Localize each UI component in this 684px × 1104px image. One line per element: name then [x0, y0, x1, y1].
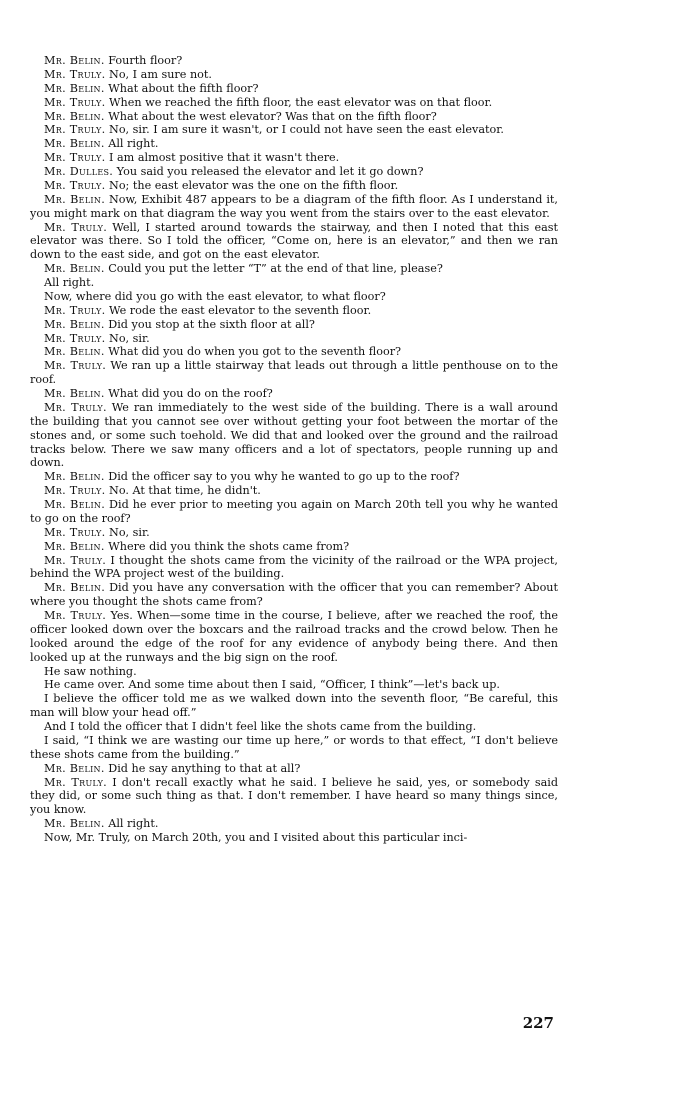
speaker-label: Mr. Belin.	[44, 137, 105, 151]
paragraph-text: What about the fifth floor?	[108, 81, 259, 95]
paragraph-text: Where did you think the shots came from?	[108, 539, 350, 553]
paragraph-text: All right.	[108, 137, 159, 151]
paragraph-text: No, I am sure not.	[109, 67, 212, 81]
speaker-label: Mr. Truly.	[44, 303, 106, 317]
speaker-label: Mr. Belin.	[44, 470, 105, 484]
paragraph-text: When we reached the fifth floor, the east elevator was on that floor.	[109, 95, 493, 109]
paragraph-text: Now, where did you go with the east elevator, to what floor?	[44, 289, 386, 303]
paragraph-text: I believe the officer told me as we walked down into the seventh floor, “Be careful, this man will blow your head off.”	[30, 692, 558, 720]
speaker-label: Mr. Truly.	[44, 331, 106, 345]
paragraph-text: I don't recall exactly what he said. I believe he said, yes, or somebody said they did, or some such thing as that. I don't remember. I have heard so many things since, you know.	[30, 775, 558, 817]
testimony-paragraph	[30, 123, 558, 137]
speaker-label: Mr. Truly.	[44, 553, 107, 567]
testimony-paragraph	[30, 387, 558, 401]
testimony-paragraph	[30, 678, 558, 692]
paragraph-text: No, sir.	[109, 525, 150, 539]
testimony-paragraph	[30, 68, 558, 82]
testimony-paragraph	[30, 137, 558, 151]
speaker-label: Mr. Truly.	[44, 95, 106, 109]
testimony-paragraph	[30, 665, 558, 679]
testimony-paragraph	[30, 609, 558, 665]
testimony-paragraph	[30, 470, 558, 484]
speaker-label: Mr. Truly.	[44, 123, 106, 137]
testimony-paragraph	[30, 540, 558, 554]
paragraph-text: Did you have any conversation with the officer that you can remember? About where you thought the shots came from?	[30, 581, 559, 609]
speaker-label: Mr. Truly.	[44, 609, 107, 622]
paragraph-text: What about the west elevator? Was that on the fifth floor?	[108, 109, 437, 123]
paragraph-text: No. At that time, he didn't.	[109, 484, 261, 498]
paragraph-text: All right.	[108, 817, 159, 831]
testimony-paragraph	[30, 720, 558, 734]
paragraph-text: No, sir.	[109, 331, 150, 345]
paragraph-text: Did he ever prior to meeting you again on March 20th tell you why he wanted to go on the roof?	[30, 498, 558, 525]
paragraph-text: We rode the east elevator to the seventh floor.	[109, 303, 372, 317]
speaker-label: Mr. Belin.	[44, 761, 105, 775]
speaker-label: Mr. Belin.	[44, 817, 105, 831]
speaker-label: Mr. Belin.	[44, 262, 105, 276]
paragraph-text: I thought the shots came from the vicinity of the railroad or the WPA project, behind the WPA project west of the building.	[30, 553, 558, 581]
testimony-paragraph	[30, 776, 558, 818]
speaker-label: Mr. Dulles.	[44, 165, 114, 178]
testimony-paragraph	[30, 54, 558, 68]
paragraph-text: You said you released the elevator and let it go down?	[116, 165, 424, 178]
speaker-label: Mr. Truly.	[44, 220, 108, 234]
testimony-paragraph	[30, 484, 558, 498]
speaker-label: Mr. Truly.	[44, 178, 106, 192]
testimony-paragraph	[30, 345, 558, 359]
testimony-paragraph	[30, 332, 558, 346]
testimony-paragraph	[30, 96, 558, 110]
speaker-label: Mr. Truly.	[44, 359, 107, 373]
testimony-paragraph	[30, 581, 558, 609]
speaker-label: Mr. Belin.	[44, 387, 105, 400]
testimony-paragraph	[30, 762, 558, 776]
paragraph-text: Now, Mr. Truly, on March 20th, you and I visited about this particular inci-	[44, 831, 468, 844]
speaker-label: Mr. Belin.	[44, 581, 106, 595]
testimony-paragraph	[30, 304, 558, 318]
paragraph-text: Fourth floor?	[108, 54, 183, 67]
page-number: 227	[522, 1014, 554, 1032]
paragraph-text: Did you stop at the sixth floor at all?	[108, 317, 315, 331]
speaker-label: Mr. Belin.	[44, 498, 106, 511]
testimony-paragraph	[30, 831, 558, 845]
testimony-paragraph	[30, 165, 558, 179]
testimony-paragraph	[30, 817, 558, 831]
document-body	[30, 54, 558, 845]
testimony-paragraph	[30, 82, 558, 96]
speaker-label: Mr. Belin.	[44, 54, 105, 67]
paragraph-text: What did you do when you got to the seventh floor?	[108, 345, 402, 359]
paragraph-text: All right.	[44, 276, 95, 289]
speaker-label: Mr. Belin.	[44, 109, 105, 123]
paragraph-text: Did he say anything to that at all?	[108, 761, 301, 775]
testimony-paragraph	[30, 151, 558, 165]
testimony-paragraph	[30, 401, 558, 470]
speaker-label: Mr. Belin.	[44, 192, 106, 206]
paragraph-text: Now, Exhibit 487 appears to be a diagram of the fifth floor. As I understand it, you might mark on that diagram the way you went from the stairs over to the east elevator.	[30, 192, 558, 220]
speaker-label: Mr. Truly.	[44, 400, 107, 414]
testimony-paragraph	[30, 276, 558, 290]
speaker-label: Mr. Belin.	[44, 317, 105, 331]
paragraph-text: Could you put the letter “T” at the end of that line, please?	[108, 262, 443, 276]
speaker-label: Mr. Truly.	[44, 484, 106, 498]
testimony-paragraph	[30, 359, 558, 387]
paragraph-text: Well, I started around towards the stairway, and then I noted that this east elevator was there. So I told the officer, “Come on, here is an elevator,” and then we ran down to the east side, and got on the east elevator.	[30, 220, 558, 262]
speaker-label: Mr. Belin.	[44, 81, 105, 95]
paragraph-text: Did the officer say to you why he wanted to go up to the roof?	[108, 470, 460, 484]
testimony-paragraph	[30, 692, 558, 720]
paragraph-text: No; the east elevator was the one on the fifth floor.	[109, 178, 399, 192]
testimony-paragraph	[30, 110, 558, 124]
testimony-paragraph	[30, 734, 558, 762]
speaker-label: Mr. Belin.	[44, 539, 105, 553]
paragraph-text: What did you do on the roof?	[108, 387, 273, 400]
testimony-paragraph	[30, 290, 558, 304]
speaker-label: Mr. Truly.	[44, 151, 106, 165]
paragraph-text: He came over. And some time about then I said, “Officer, I think”—let's back up.	[44, 678, 500, 692]
speaker-label: Mr. Belin.	[44, 345, 105, 359]
testimony-paragraph	[30, 262, 558, 276]
paragraph-text: We ran up a little stairway that leads out through a little penthouse on to the roof.	[30, 359, 558, 387]
paragraph-text: Yes. When—some time in the course, I believe, after we reached the roof, the officer looked down over the boxcars and the railroad tracks and the crowd below. Then he looked around the edge of the roof for any evidence of anybody being there. And then looked up at the runways and the big sign on the roof.	[30, 609, 559, 664]
speaker-label: Mr. Truly.	[44, 67, 106, 81]
paragraph-text: He saw nothing.	[44, 664, 137, 678]
testimony-paragraph	[30, 179, 558, 193]
paragraph-text: We ran immediately to the west side of the building. There is a wall around the building that you cannot see over without getting your foot between the mortar of the stones and, or some such toehold. We did that and looked over the ground and the railroad tracks below. There we saw many officers and a lot of spectators, people running up and down.	[30, 400, 558, 470]
paragraph-text: And I told the officer that I didn't feel like the shots came from the building.	[44, 720, 477, 733]
paragraph-text: I am almost positive that it wasn't there.	[109, 151, 340, 165]
testimony-paragraph	[30, 526, 558, 540]
testimony-paragraph	[30, 554, 558, 582]
paragraph-text: I said, “I think we are wasting our time up here,” or words to that effect, “I don't believe these shots came from the building.”	[30, 733, 558, 761]
testimony-paragraph	[30, 221, 558, 263]
testimony-paragraph	[30, 193, 558, 221]
speaker-label: Mr. Truly.	[44, 525, 106, 539]
speaker-label: Mr. Truly.	[44, 775, 108, 789]
testimony-paragraph	[30, 498, 558, 526]
testimony-paragraph	[30, 318, 558, 332]
paragraph-text: No, sir. I am sure it wasn't, or I could not have seen the east elevator.	[109, 123, 504, 137]
